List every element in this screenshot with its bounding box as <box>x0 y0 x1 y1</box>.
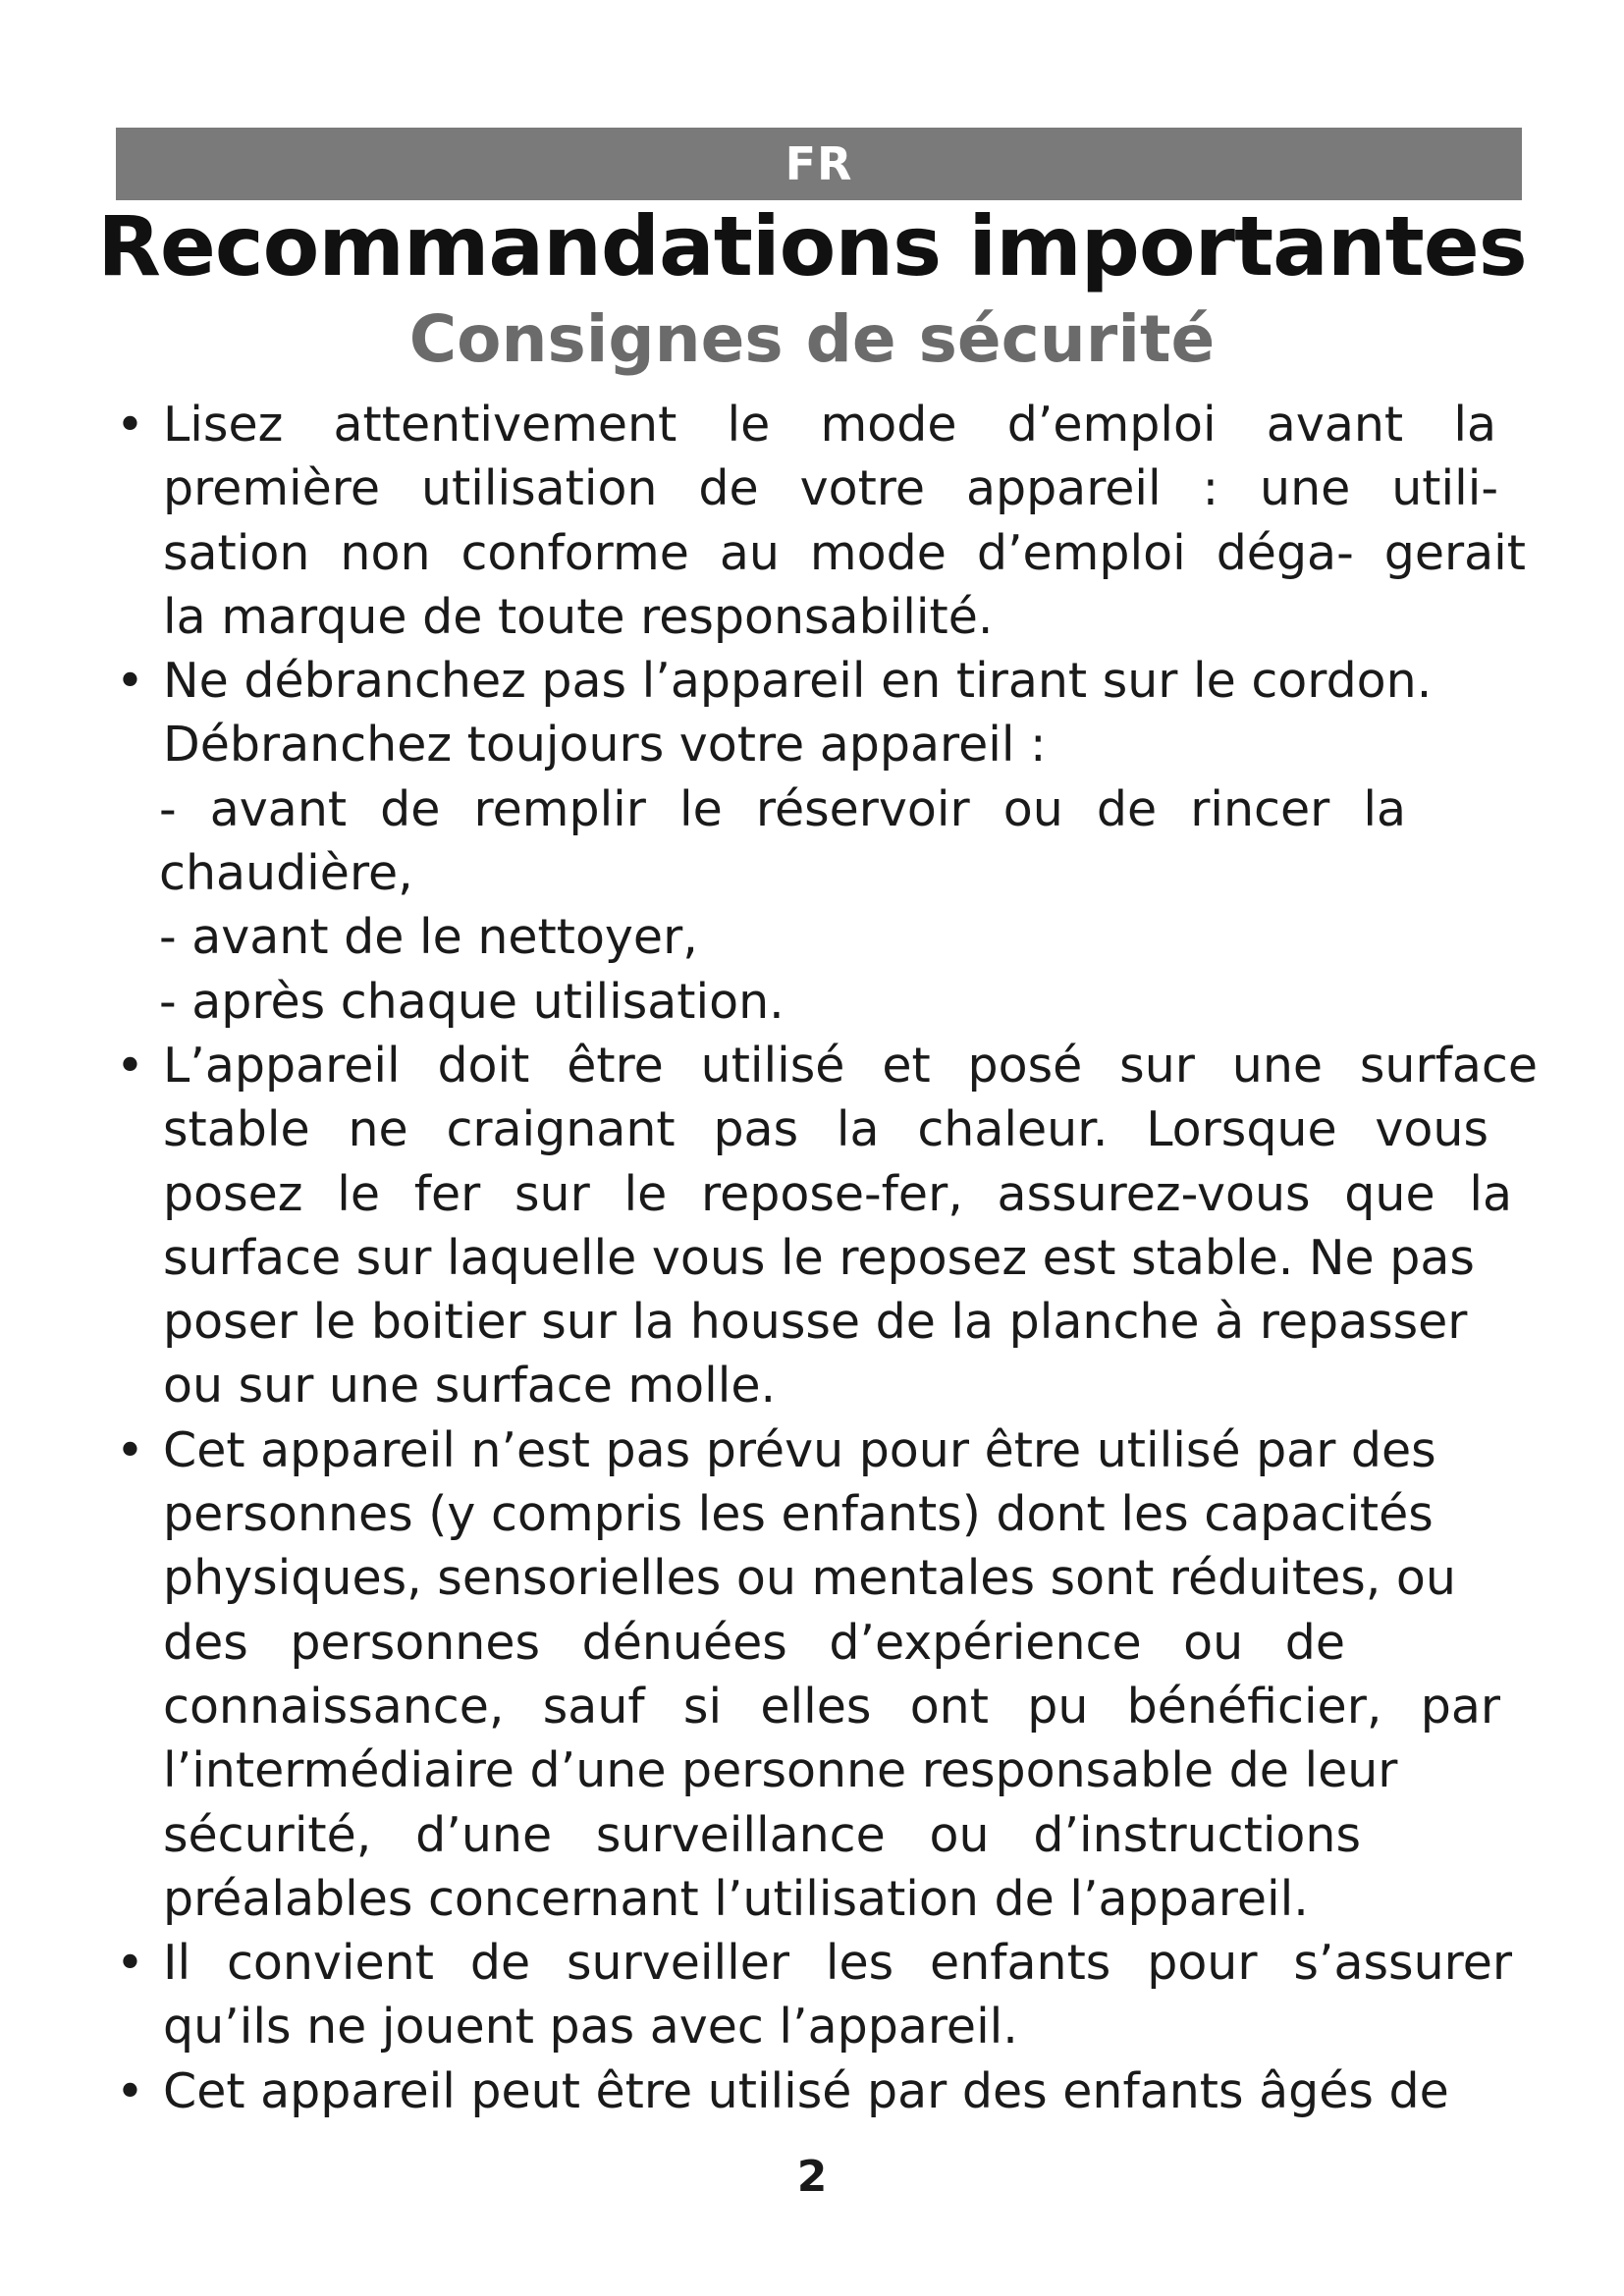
text-line: première utilisation de votre appareil : une utili- <box>163 460 1498 517</box>
text-line: posez le fer sur le repose-fer, assurez-vous que la <box>163 1165 1512 1222</box>
text-line: - avant de le nettoyer, <box>159 909 698 966</box>
text-line: stable ne craignant pas la chaleur. Lorsque vous <box>163 1101 1489 1158</box>
text-line: Débranchez toujours votre appareil : <box>163 717 1047 774</box>
list-item <box>116 393 1540 649</box>
text-line: l’intermédiaire d’une personne responsable de leur <box>163 1742 1398 1799</box>
text-line: connaissance, sauf si elles ont pu bénéficier, par <box>163 1678 1500 1735</box>
list-item <box>116 1418 1540 1931</box>
text-line: sécurité, d’une surveillance ou d’instructions <box>163 1806 1361 1863</box>
text-line: Ne débranchez pas l’appareil en tirant sur le cordon. <box>163 653 1433 710</box>
text-line: surface sur laquelle vous le reposez est stable. Ne pas <box>163 1229 1475 1286</box>
page-number: 2 <box>796 2152 828 2202</box>
list-item <box>116 649 1540 1034</box>
section-subtitle: Consignes de sécurité <box>408 301 1216 377</box>
text-line: poser le boitier sur la housse de la planche à repasser <box>163 1294 1468 1351</box>
text-line: des personnes dénuées d’expérience ou de <box>163 1614 1345 1671</box>
safety-instructions-list <box>116 393 1540 2123</box>
text-line: Cet appareil n’est pas prévu pour être utilisé par des <box>163 1421 1436 1478</box>
text-line: Cet appareil peut être utilisé par des enfants âgés de <box>163 2062 1449 2119</box>
text-line: préalables concernant l’utilisation de l’appareil. <box>163 1870 1309 1927</box>
list-item <box>116 1034 1540 1418</box>
bullet-icon: • <box>116 397 144 453</box>
text-line: sation non conforme au mode d’emploi déga- gerait <box>163 524 1526 581</box>
page-title: Recommandations importantes <box>97 198 1527 294</box>
list-item <box>116 1931 1540 2059</box>
bullet-icon: • <box>116 1935 144 1992</box>
text-line: la marque de toute responsabilité. <box>163 588 994 645</box>
text-line: qu’ils ne jouent pas avec l’appareil. <box>163 1999 1018 2056</box>
text-line: - avant de remplir le réservoir ou de rincer la <box>159 780 1406 837</box>
bullet-icon: • <box>116 1421 144 1478</box>
text-line: Il convient de surveiller les enfants pour s’assurer <box>163 1935 1512 1992</box>
bullet-icon: • <box>116 2062 144 2119</box>
text-line: ou sur une surface molle. <box>163 1358 777 1415</box>
text-line: personnes (y compris les enfants) dont les capacités <box>163 1486 1434 1543</box>
text-line: L’appareil doit être utilisé et posé sur une surface <box>163 1037 1538 1094</box>
text-line: physiques, sensorielles ou mentales sont réduites, ou <box>163 1550 1456 1607</box>
text-line: chaudière, <box>159 845 413 902</box>
bullet-icon: • <box>116 1037 144 1094</box>
language-banner: FR <box>116 128 1522 200</box>
list-item <box>116 2059 1540 2123</box>
text-line: - après chaque utilisation. <box>159 973 785 1030</box>
text-line: Lisez attentivement le mode d’emploi avant la <box>163 397 1496 453</box>
bullet-icon: • <box>116 653 144 710</box>
